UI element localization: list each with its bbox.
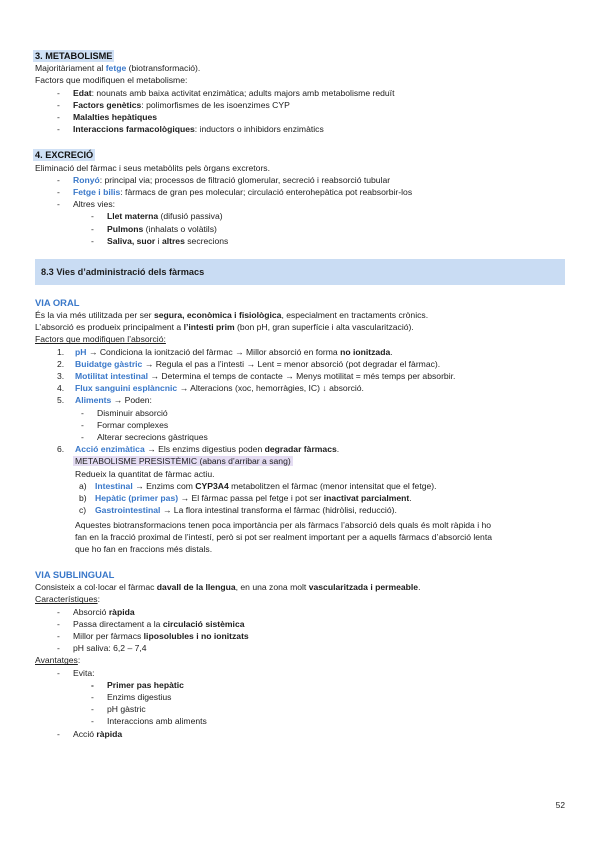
list-item: - pH saliva: 6,2 – 7,4 [57,642,565,654]
section-banner: 8.3 Vies d’administració dels fàrmacs [35,259,565,285]
list-item: - Primer pas hepàtic [91,679,565,691]
list-item: - Enzims digestius [91,691,565,703]
paragraph: Eliminació del fàrmac i seus metabòlits pels òrgans excretors. [35,162,270,173]
list-item: - Saliva, suor i altres secrecions [91,235,565,247]
list-item: - Pulmons (inhalats o volàtils) [91,223,565,235]
section-via-sublingual [35,569,565,740]
list-item: - Acció ràpida [57,728,565,740]
sub-list [73,679,565,728]
highlight-label: METABOLISME PRESISTÈMIC (abans d’arribar a sang) [75,456,291,467]
paragraph: Aquestes biotransformacions tenen poca importància per als fàrmacs l’absorció dels quals és molt ràpida i ho fan en la fracció proximal de l’intestí, però si pot ser realment important per a aquells fàrmacs d’absorció lenta que ho fan en fraccions més distals. [75,519,492,554]
paragraph: Majoritàriament al fetge (biotransformació). [35,63,201,74]
subheading: Característiques: [35,594,100,605]
list-item: - Factors genètics: polimorfismes de les isoenzimes CYP [57,99,565,111]
list-item: 1. pH → Condiciona la ionització del fàrmac → Millor absorció en forma no ionitzada. [57,346,393,357]
sub-list [73,210,565,247]
list-item: 4. Flux sanguini esplàncnic → Alteracions (xoc, hemorràgies, IC) ↓ absorció. [57,383,364,394]
list-item: 5. Aliments → Poden: - Disminuir absorció - Formar complexes - Alterar secrecions gàstriques [57,394,565,443]
paragraph: Factors que modifiquen el metabolisme: [35,75,188,86]
paragraph: L’absorció es produeix principalment a l’intesti prim (bon pH, gran superfície i alta vascularització). [35,322,414,333]
paragraph: Consisteix a col·locar el fàrmac davall de la llengua, en una zona molt vascularitzada i permeable. [35,582,421,593]
bullet-list [35,87,565,136]
list-item: - pH gàstric [91,703,565,715]
bullet-list [35,606,565,655]
list-item: - Fetge i bilis: fàrmacs de gran pes molecular; circulació enterohepàtica pot reabsorbir-los [57,186,565,198]
list-item: 3. Motilitat intestinal → Determina el temps de contacte → Menys motilitat = més temps per absorbir. [57,371,456,382]
list-item: - Passa directament a la circulació sistèmica [57,618,565,630]
list-item: - Interaccions farmacològiques: inductors o inhibidors enzimàtics [57,123,565,135]
section-title: 4. EXCRECIÓ [35,150,94,161]
list-item: - Disminuir absorció [81,407,565,419]
list-item: - Altres vies: - Llet materna (difusió passiva) - Pulmons (inhalats o volàtils) - Saliva, suor i altres secrecions [57,198,565,247]
lettered-list [75,480,565,517]
list-item: 2. Buidatge gàstric → Regula el pas a l’intesti → Lent = menor absorció (pot degradar el fàrmac). [57,358,441,369]
paragraph: Redueix la quantitat de fàrmac actiu. [75,468,215,479]
list-item: - Millor per fàrmacs liposolubles i no ionitzats [57,630,565,642]
list-item: - Evita: - Primer pas hepàtic - Enzims digestius - pH gàstric - Interaccions amb aliments [57,667,565,728]
subheading: Avantatges: [35,655,81,666]
list-item: c) Gastrointestinal → La flora intestinal transforma el fàrmac (hidròlisi, reducció). [79,505,397,516]
list-item: 6. Acció enzimàtica → Els enzims digestius poden degradar fàrmacs. METABOLISME PRESISTÈMIC (abans d’arribar a sang) Redueix la quantitat de fàrmac actiu. a) Intestinal → Enzims com CYP3A4 metabolitzen el fàrmac (menor intensitat que el fetge). b) Hepàtic (primer pas) → El fàrmac passa pel fetge i pot ser inactivat parcialment. c) Gastrointestinal → La flora intestinal transforma el fàrmac (hidròlisi, reducció). Aquestes biotransformacions tenen poca importància per als fàrmacs l’absorció dels quals és molt ràpida i ho fan en la fracció proximal de l’intestí, però si pot ser realment important per a aquells fàrmacs d’absorció lenta que ho fan en fraccions més distals. [57,443,565,555]
bullet-list [35,174,565,247]
list-item: - Ronyó: principal via; processos de filtració glomerular, secreció i reabsorció tubular [57,174,565,186]
list-item: - Edat: nounats amb baixa activitat enzimàtica; adults majors amb metabolisme reduït [57,87,565,99]
list-item: - Malalties hepàtiques [57,111,565,123]
section-title: VIA ORAL [35,297,80,309]
list-item: - Absorció ràpida [57,606,565,618]
list-item: - Llet materna (difusió passiva) [91,210,565,222]
list-item: - Formar complexes [81,419,565,431]
section-metabolisme [35,50,565,135]
list-item: - Interaccions amb aliments [91,715,565,727]
section-title: 3. METABOLISME [35,51,113,61]
bullet-list [35,667,565,740]
numbered-list [35,346,565,555]
page-number: 52 [555,800,565,810]
section-title: VIA SUBLINGUAL [35,569,115,581]
section-excrecio [35,149,565,247]
list-item: b) Hepàtic (primer pas) → El fàrmac passa pel fetge i pot ser inactivat parcialment. [79,493,412,504]
list-item: a) Intestinal → Enzims com CYP3A4 metabolitzen el fàrmac (menor intensitat que el fetge). [79,480,437,491]
subheading: Factors que modifiquen l’absorció: [35,334,166,345]
section-via-oral [35,297,565,555]
paragraph: És la via més utilitzada per ser segura, econòmica i fisiològica, especialment en tractaments crònics. [35,310,429,321]
sub-list [75,407,565,444]
list-item: - Alterar secrecions gàstriques [81,431,565,443]
page-content [35,50,565,740]
